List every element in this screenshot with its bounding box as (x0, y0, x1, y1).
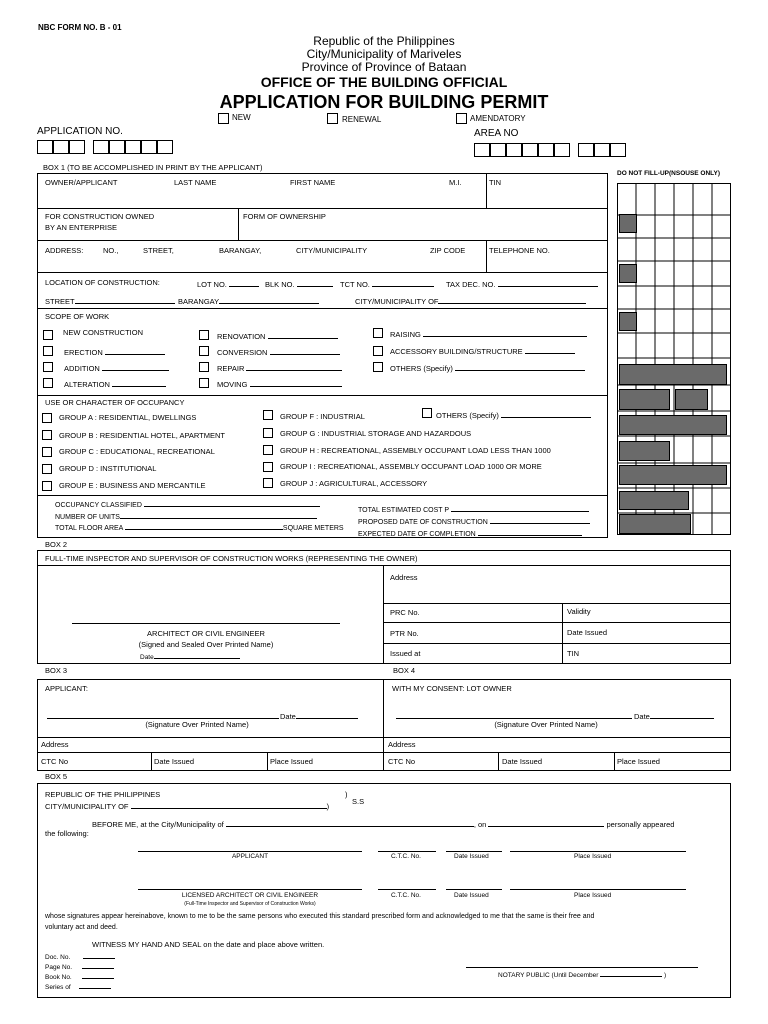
proposed-date-field[interactable]: PROPOSED DATE OF CONSTRUCTION (358, 517, 590, 526)
group-a-label: GROUP A : RESIDENTIAL, DWELLINGS (59, 413, 197, 422)
group-j-label: GROUP J : AGRICULTURAL, ACCESSORY (280, 479, 428, 488)
lot-owner-date-field[interactable]: Date (634, 710, 714, 721)
alteration-field[interactable]: ALTERATION (64, 378, 166, 389)
box4-address-label: Address (388, 740, 416, 749)
group-f-label: GROUP F : INDUSTRIAL (280, 412, 365, 421)
box5-city-field[interactable]: CITY/MUNICIPALITY OF ) (45, 802, 330, 811)
box5-frame (37, 783, 731, 998)
republic-paren: ) (345, 790, 348, 799)
group-d-label: GROUP D : INSTITUTIONAL (59, 464, 157, 473)
expected-date-field[interactable]: EXPECTED DATE OF COMPLETION (358, 529, 582, 538)
whose-text-1: whose signatures appear hereinabove, known to me to be the same persons who executed this standard prescribed form and acknowledged to me that the same is their free and (45, 913, 595, 920)
group-d-checkbox[interactable] (42, 464, 52, 474)
signed-sealed-label: (Signed and Sealed Over Printed Name) (138, 640, 274, 649)
group-c-checkbox[interactable] (42, 447, 52, 457)
applicant-notary-line[interactable] (138, 851, 362, 852)
raising-checkbox[interactable] (373, 328, 383, 338)
book-no-field[interactable]: Book No. (45, 972, 114, 981)
new-checkbox[interactable] (218, 113, 229, 124)
ss-label: S.S (352, 797, 365, 806)
total-estimated-cost-field[interactable]: TOTAL ESTIMATED COST P (358, 505, 589, 514)
addition-checkbox[interactable] (43, 362, 53, 372)
applicant-date-field[interactable]: Date (280, 710, 358, 721)
scope-others-checkbox[interactable] (373, 362, 383, 372)
construction-owned-label: FOR CONSTRUCTION OWNED (45, 212, 155, 221)
amendatory-checkbox[interactable] (456, 113, 467, 124)
notary-signature-line[interactable] (466, 967, 698, 968)
occupancy-others-checkbox[interactable] (422, 408, 432, 418)
scope-label: SCOPE OF WORK (45, 312, 110, 321)
erection-checkbox[interactable] (43, 346, 53, 356)
date-issued-label-2: Date Issued (454, 892, 489, 899)
place-issued-label-2: Place Issued (574, 892, 612, 899)
application-no-label: APPLICATION NO. (37, 126, 123, 137)
repair-field[interactable]: REPAIR (217, 362, 342, 373)
group-b-label: GROUP B : RESIDENTIAL HOTEL, APARTMENT (59, 431, 226, 440)
renewal-label: RENEWAL (342, 115, 382, 124)
group-a-checkbox[interactable] (42, 413, 52, 423)
mi-label: M.I. (449, 178, 462, 187)
box3-label: BOX 3 (45, 666, 68, 675)
box2-address-label: Address (390, 573, 418, 582)
box4-place-issued-label: Place Issued (617, 757, 660, 766)
applicant-sig-caption: (Signature Over Printed Name) (145, 720, 249, 729)
number-of-units-field[interactable]: NUMBER OF UNITS (55, 512, 317, 521)
before-me-line[interactable]: BEFORE ME, at the City/Municipality of , on personally appeared (92, 820, 675, 829)
box4-date-issued-label: Date Issued (502, 757, 543, 766)
address-zip-label: ZIP CODE (430, 246, 466, 255)
architect-date-field[interactable]: Date (140, 652, 240, 661)
following-label: the following: (45, 829, 89, 838)
group-b-checkbox[interactable] (42, 430, 52, 440)
box2-label: BOX 2 (45, 540, 68, 549)
new-construction-checkbox[interactable] (43, 330, 53, 340)
lot-no-field[interactable]: LOT NO. (197, 278, 259, 289)
group-e-checkbox[interactable] (42, 481, 52, 491)
renovation-field[interactable]: RENOVATION (217, 330, 338, 341)
address-city-label: CITY/MUNICIPALITY (296, 246, 368, 255)
box4-label: BOX 4 (393, 666, 416, 675)
issued-at-label: Issued at (390, 649, 421, 658)
repair-checkbox[interactable] (199, 362, 209, 372)
alteration-checkbox[interactable] (43, 378, 53, 388)
box2-date-issued-label: Date Issued (567, 628, 608, 637)
architect-signature-line[interactable] (72, 623, 340, 624)
box2-heading: FULL-TIME INSPECTOR AND SUPERVISOR OF CONSTRUCTION WORKS (REPRESENTING THE OWNER) (45, 554, 418, 563)
ptr-no-label: PTR No. (390, 629, 419, 638)
applicant-signature-line[interactable] (47, 718, 279, 719)
group-h-checkbox[interactable] (263, 445, 273, 455)
by-enterprise-label: BY AN ENTERPRISE (45, 223, 117, 232)
new-construction-label: NEW CONSTRUCTION (63, 328, 143, 337)
form-of-ownership-label: FORM OF OWNERSHIP (243, 212, 326, 221)
whose-text-2: voluntary act and deed. (45, 924, 118, 931)
form-number: NBC FORM NO. B - 01 (38, 23, 122, 32)
moving-field[interactable]: MOVING (217, 378, 342, 389)
address-no-label: NO., (103, 246, 119, 255)
address-barangay-label: BARANGAY, (219, 246, 262, 255)
moving-checkbox[interactable] (199, 378, 209, 388)
tin-label: TIN (489, 178, 502, 187)
box1-label: BOX 1 (TO BE ACCOMPLISHED IN PRINT BY THE APPLICANT) (43, 163, 263, 172)
page-no-field[interactable]: Page No. (45, 962, 114, 971)
new-label: NEW (232, 113, 251, 122)
prc-no-label: PRC No. (390, 608, 420, 617)
office-use-grid (617, 183, 731, 535)
accessory-checkbox[interactable] (373, 346, 383, 356)
box4-ctc-label: CTC No (388, 757, 416, 766)
group-g-label: GROUP G : INDUSTRIAL STORAGE AND HAZARDOUS (280, 429, 472, 438)
tct-no-field[interactable]: TCT NO. (340, 278, 434, 289)
amendatory-label: AMENDATORY (470, 114, 526, 123)
location-label: LOCATION OF CONSTRUCTION: (45, 278, 160, 287)
notary-public-field[interactable]: NOTARY PUBLIC (Until December ) (498, 972, 667, 979)
republic-heading: Republic of the Philippines (313, 34, 455, 48)
tax-dec-field[interactable]: TAX DEC. NO. (446, 278, 598, 289)
occupancy-classified-field[interactable]: OCCUPANCY CLASSIFIED (55, 500, 320, 509)
address-label: ADDRESS: (45, 246, 84, 255)
lot-owner-signature-line[interactable] (396, 718, 632, 719)
applicant-label: APPLICANT: (45, 684, 88, 693)
group-j-checkbox[interactable] (263, 478, 273, 488)
area-no-label: AREA NO (474, 128, 519, 139)
box5-label: BOX 5 (45, 772, 68, 781)
accessory-field[interactable]: ACCESSORY BUILDING/STRUCTURE (390, 345, 575, 356)
series-of-field[interactable]: Series of (45, 982, 111, 991)
validity-label: Validity (567, 607, 591, 616)
addition-field[interactable]: ADDITION (64, 362, 169, 373)
group-f-checkbox[interactable] (263, 410, 273, 420)
group-i-checkbox[interactable] (263, 462, 273, 472)
office-heading: OFFICE OF THE BUILDING OFFICIAL (260, 74, 508, 90)
group-c-label: GROUP C : EDUCATIONAL, RECREATIONAL (59, 447, 215, 456)
blk-no-field[interactable]: BLK NO. (265, 278, 333, 289)
scope-others-field[interactable]: OTHERS (Specify) (390, 362, 585, 373)
notary-applicant-label: APPLICANT (231, 853, 269, 860)
occupancy-label: USE OR CHARACTER OF OCCUPANCY (45, 398, 185, 407)
witness-text: WITNESS MY HAND AND SEAL on the date and place above written. (92, 940, 325, 949)
group-h-label: GROUP H : RECREATIONAL, ASSEMBLY OCCUPANT LOAD LESS THAN 1000 (280, 446, 551, 455)
architect-notary-line[interactable] (138, 889, 362, 890)
ctc-no-label-1: C.T.C. No. (391, 853, 421, 860)
page-title: APPLICATION FOR BUILDING PERMIT (219, 92, 549, 112)
conversion-field[interactable]: CONVERSION (217, 346, 340, 357)
address-street-label: STREET, (143, 246, 174, 255)
fulltime-label: (Full-Time Inspector and Supervisor of Construction Works) (184, 901, 316, 907)
telephone-label: TELEPHONE NO. (489, 246, 550, 255)
doc-no-field[interactable]: Doc. No. (45, 952, 115, 961)
group-g-checkbox[interactable] (263, 428, 273, 438)
occupancy-others-field[interactable]: OTHERS (Specify) (436, 409, 591, 420)
last-name-label: LAST NAME (174, 178, 217, 187)
city-field[interactable]: CITY/MUNICIPALITY OF (355, 295, 586, 306)
box3-address-label: Address (41, 740, 69, 749)
province-heading: Province of Province of Bataan (301, 60, 467, 74)
box5-republic: REPUBLIC OF THE PHILIPPINES (45, 790, 161, 799)
box2-tin-label: TIN (567, 649, 580, 658)
owner-applicant-label: OWNER/APPLICANT (45, 178, 118, 187)
city-heading: City/Municipality of Mariveles (306, 47, 462, 61)
office-use-label: DO NOT FILL-UP(NSOUSE ONLY) (617, 170, 721, 177)
box3-place-issued-label: Place Issued (270, 757, 313, 766)
barangay-field[interactable]: BARANGAY (178, 295, 319, 306)
group-i-label: GROUP I : RECREATIONAL, ASSEMBLY OCCUPANT LOAD 1000 OR MORE (280, 462, 542, 471)
lot-owner-sig-caption: (Signature Over Printed Name) (494, 720, 598, 729)
group-e-label: GROUP E : BUSINESS AND MERCANTILE (59, 481, 206, 490)
consent-label: WITH MY CONSENT: LOT OWNER (392, 684, 512, 693)
date-issued-label-1: Date Issued (454, 853, 489, 860)
box3-date-issued-label: Date Issued (154, 757, 195, 766)
ctc-no-label-2: C.T.C. No. (391, 892, 421, 899)
place-issued-label-1: Place Issued (574, 853, 612, 860)
licensed-label: LICENSED ARCHITECT OR CIVIL ENGINEER (181, 892, 319, 899)
first-name-label: FIRST NAME (290, 178, 336, 187)
conversion-checkbox[interactable] (199, 346, 209, 356)
total-floor-area-field[interactable]: TOTAL FLOOR AREA SQUARE METERS (55, 525, 344, 532)
box3-ctc-label: CTC No (41, 757, 69, 766)
street-field[interactable]: STREET (45, 295, 175, 306)
architect-label: ARCHITECT OR CIVIL ENGINEER (147, 629, 265, 638)
erection-field[interactable]: ERECTION (64, 346, 165, 357)
raising-field[interactable]: RAISING (390, 328, 587, 339)
renovation-checkbox[interactable] (199, 330, 209, 340)
renewal-checkbox[interactable] (327, 113, 338, 124)
